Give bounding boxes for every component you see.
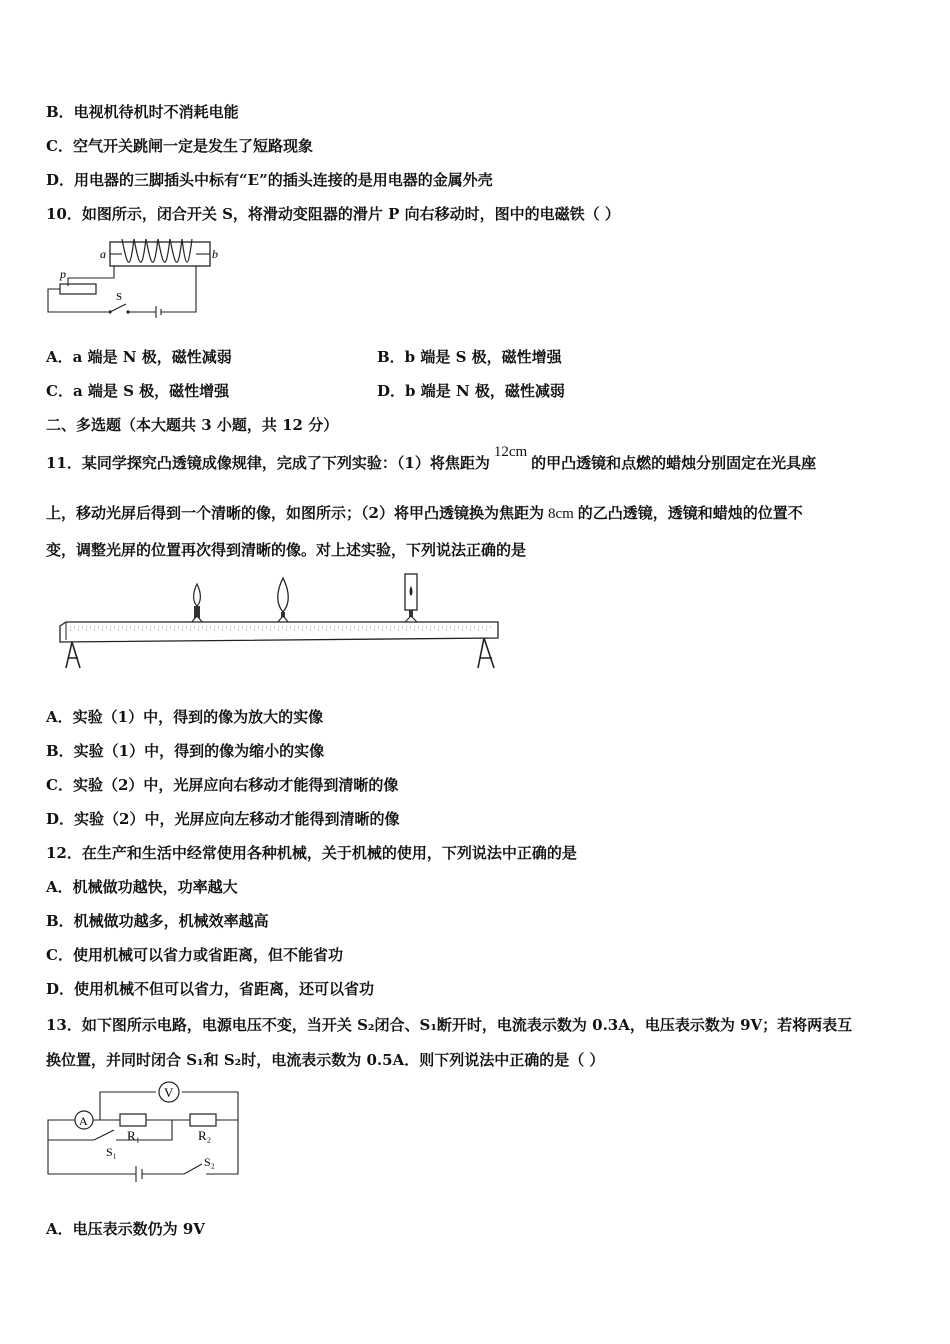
q11-stem-line1 [46, 444, 817, 474]
q11-option-c: C．实验（2）中，光屏应向右移动才能得到清晰的像 [46, 776, 399, 794]
q11-stem-part2: 的甲凸透镜和点燃的蜡烛分别固定在光具座 [531, 454, 817, 472]
section-heading-multiple-choice: 二、多选题（本大题共 3 小题，共 12 分） [46, 416, 339, 434]
q10-option-a: A．a 端是 N 极，磁性减弱 [46, 348, 232, 366]
q11-focal-length-2: 8cm [547, 506, 574, 522]
switch-s [110, 304, 126, 312]
resistor-r2 [190, 1114, 216, 1126]
q9-option-c: C．空气开关跳闸一定是发生了短路现象 [46, 137, 313, 155]
label-p: p [60, 267, 66, 281]
ammeter-label: A [79, 1114, 88, 1128]
q12-stem: 12．在生产和生活中经常使用各种机械，关于机械的使用，下列说法中正确的是 [46, 844, 577, 862]
switch-s1 [94, 1130, 114, 1140]
optical-bench-figure [58, 572, 504, 674]
q10-option-b: B．b 端是 S 极，磁性增强 [377, 348, 562, 366]
q12-option-c: C．使用机械可以省力或省距离，但不能省功 [46, 946, 343, 964]
q11-stem-part1: 11．某同学探究凸透镜成像规律，完成了下列实验：（1）将焦距为 [46, 454, 490, 472]
q10-stem: 10．如图所示，闭合开关 S，将滑动变阻器的滑片 P 向右移动时，图中的电磁铁（ ） [46, 205, 620, 223]
q9-option-d: D．用电器的三脚插头中标有“E”的插头连接的是用电器的金属外壳 [46, 171, 493, 189]
electromagnet-circuit-figure [44, 236, 224, 322]
label-s: S [116, 291, 123, 303]
q13-option-a: A．电压表示数仍为 9V [46, 1220, 205, 1238]
q10-option-d: D．b 端是 N 极，磁性减弱 [377, 382, 565, 400]
q12-option-d: D．使用机械不但可以省力，省距离，还可以省功 [46, 980, 375, 998]
q12-option-a: A．机械做功越快，功率越大 [46, 878, 238, 896]
resistor-r1 [120, 1114, 146, 1126]
candle [190, 584, 204, 624]
q11-focal-length-1: 12cm [493, 444, 528, 460]
q11-option-d: D．实验（2）中，光屏应向左移动才能得到清晰的像 [46, 810, 400, 828]
switch-s2 [184, 1164, 202, 1174]
q12-option-b: B．机械做功越多，机械效率越高 [46, 912, 269, 930]
battery [128, 266, 196, 318]
q11-stem-line3: 变，调整光屏的位置再次得到清晰的像。对上述实验，下列说法正确的是 [46, 541, 527, 559]
light-screen [403, 574, 419, 624]
q11-stem-line2-part2: 的乙凸透镜，透镜和蜡烛的位置不 [577, 504, 803, 522]
convex-lens [276, 578, 290, 624]
bench-rail [60, 622, 498, 642]
r1-label: R₁ [127, 1128, 141, 1143]
q9-option-b: B．电视机待机时不消耗电能 [46, 103, 239, 121]
label-b: b [212, 247, 218, 261]
q11-option-a: A．实验（1）中，得到的像为放大的实像 [46, 708, 324, 726]
voltmeter-label: V [164, 1085, 174, 1100]
q11-stem-line2-part1: 上，移动光屏后得到一个清晰的像，如图所示；（2）将甲凸透镜换为焦距为 [46, 504, 544, 522]
rheostat [60, 284, 96, 294]
q10-option-c: C．a 端是 S 极，磁性增强 [46, 382, 230, 400]
label-a: a [100, 247, 106, 261]
bench-legs [66, 638, 494, 668]
q11-stem-line2 [46, 503, 803, 524]
s2-label: S₂ [204, 1155, 215, 1169]
q11-option-b: B．实验（1）中，得到的像为缩小的实像 [46, 742, 325, 760]
q13-stem-line1: 13．如下图所示电路，电源电压不变，当开关 S₂闭合、S₁断开时，电流表示数为 0.3A，电压表示数为 9V；若将两表互 [46, 1016, 853, 1034]
q13-circuit-figure [44, 1080, 244, 1186]
s1-label: S₁ [106, 1145, 117, 1159]
r2-label: R₂ [198, 1128, 212, 1143]
q13-stem-line2: 换位置，并同时闭合 S₁和 S₂时，电流表示数为 0.5A．则下列说法中正确的是（ ） [46, 1051, 605, 1069]
